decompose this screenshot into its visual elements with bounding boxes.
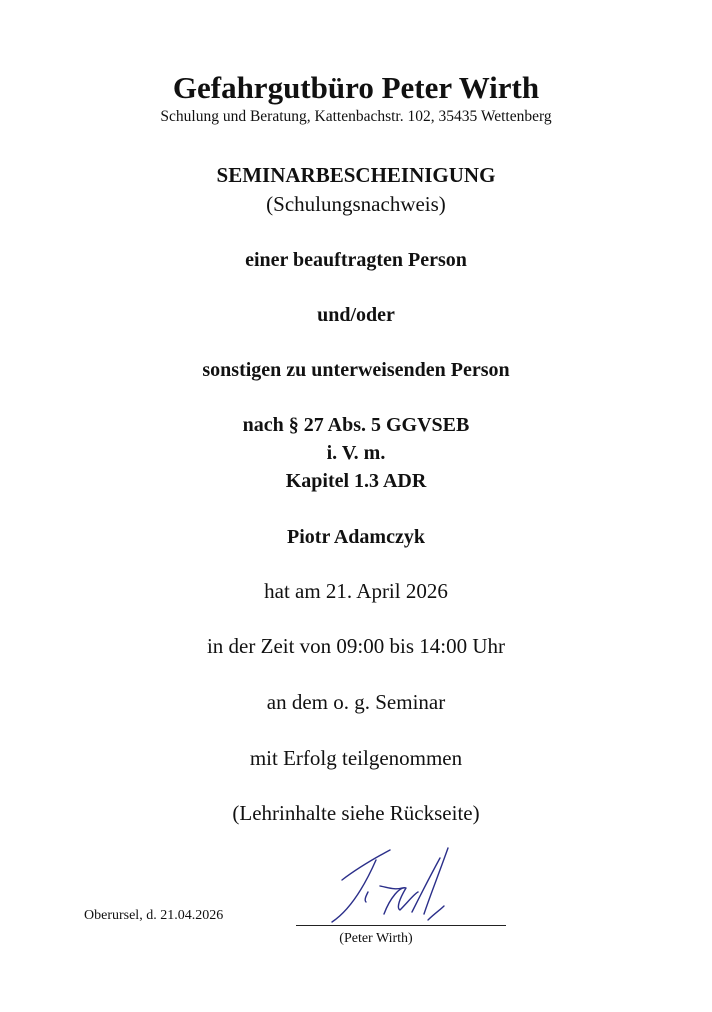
legal-basis-1: nach § 27 Abs. 5 GGVSEB xyxy=(242,414,470,436)
certificate-title: SEMINARBESCHEINIGUNG xyxy=(216,163,496,187)
company-name: Gefahrgutbüro Peter Wirth xyxy=(172,70,540,105)
company-address: Schulung und Beratung, Kattenbachstr. 102, 35435 Wettenberg xyxy=(160,108,552,125)
role-line-3: sonstigen zu unterweisenden Person xyxy=(202,359,510,381)
legal-basis-3: Kapitel 1.3 ADR xyxy=(285,470,427,492)
place-and-date: Oberursel, d. 21.04.2026 xyxy=(84,908,224,923)
signer-name: (Peter Wirth) xyxy=(339,931,413,946)
seminar-reference: an dem o. g. Seminar xyxy=(266,690,446,714)
role-line-1: einer beauftragten Person xyxy=(245,249,467,271)
role-line-2: und/oder xyxy=(317,304,395,326)
success-statement: mit Erfolg teilgenommen xyxy=(249,746,463,770)
participant-name: Piotr Adamczyk xyxy=(287,526,425,548)
signature-line xyxy=(296,925,506,926)
certificate-subtitle: (Schulungsnachweis) xyxy=(266,192,446,216)
attendance-date: hat am 21. April 2026 xyxy=(264,579,448,603)
signature-icon xyxy=(320,840,480,930)
content-note: (Lehrinhalte siehe Rückseite) xyxy=(232,801,480,825)
legal-basis-2: i. V. m. xyxy=(326,442,386,464)
attendance-time: in der Zeit von 09:00 bis 14:00 Uhr xyxy=(206,634,506,658)
